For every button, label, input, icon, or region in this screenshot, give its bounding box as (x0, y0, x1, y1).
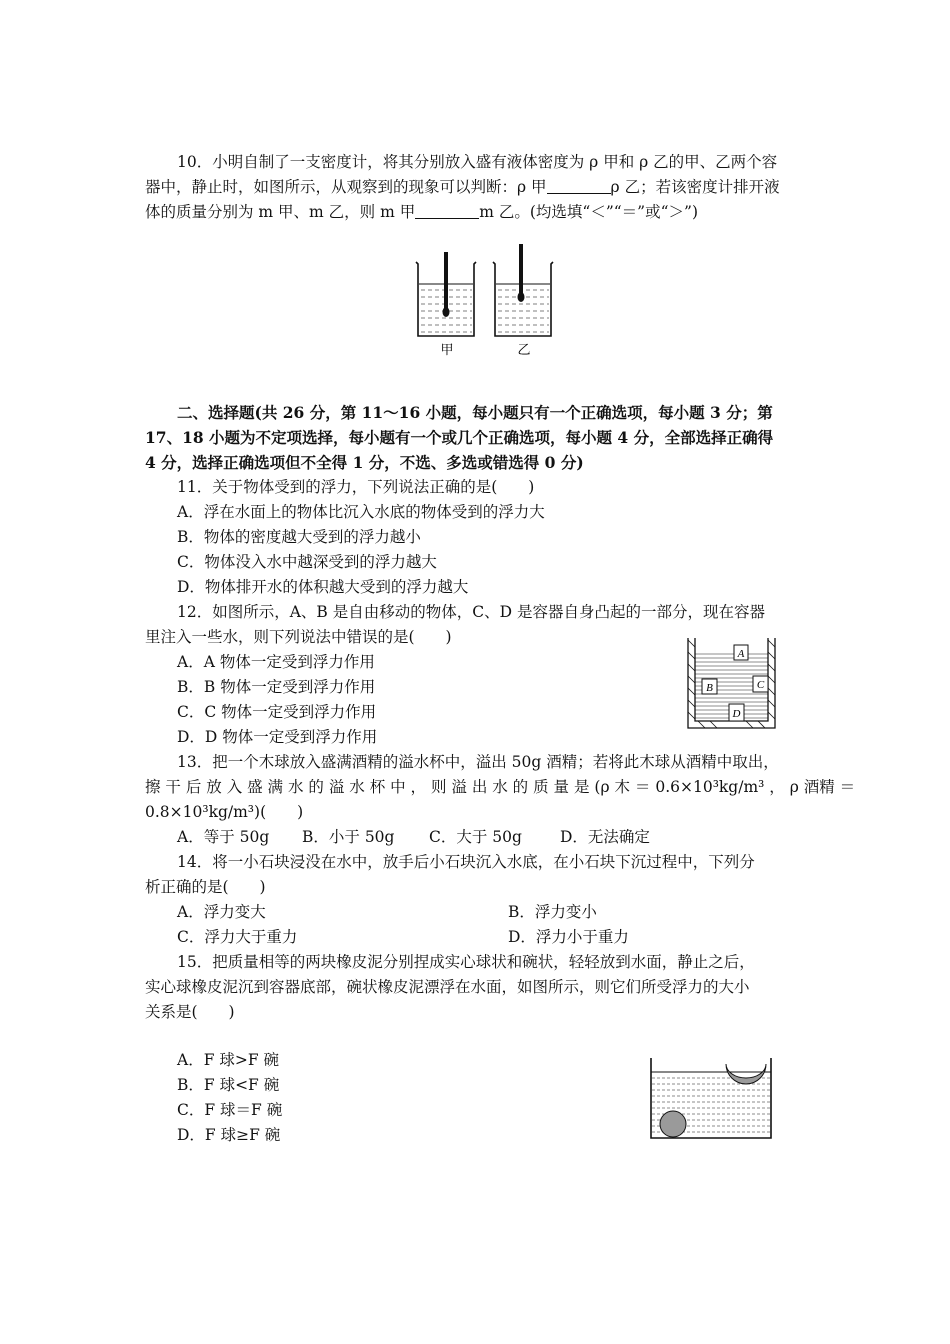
section2-header-line2: 17、18 小题为不定项选择，每小题有一个或几个正确选项，每小题 4 分，全部选择正确得 (145, 428, 774, 447)
q10-blank-mass[interactable] (415, 203, 479, 219)
q10-hydrometer-figure (410, 240, 560, 365)
svg-text:A: A (737, 648, 745, 660)
q15-line1: 15．把质量相等的两块橡皮泥分别捏成实心球状和碗状，轻轻放到水面，静止之后， (177, 953, 755, 971)
q10-line1: 10．小明自制了一支密度计，将其分别放入盛有液体密度为 ρ 甲和 ρ 乙的甲、乙两个容 (177, 153, 778, 171)
q12-option-c[interactable]: C．C 物体一定受到浮力作用 (177, 703, 377, 721)
q12-line1: 12．如图所示，A、B 是自由移动的物体，C、D 是容器自身凸起的一部分，现在容器 (177, 603, 765, 621)
svg-text:D: D (732, 708, 741, 720)
q12-option-b[interactable]: B．B 物体一定受到浮力作用 (177, 678, 376, 696)
q13-option-c[interactable]: C．大于 50g (429, 828, 522, 846)
q15-line2: 实心球橡皮泥沉到容器底部，碗状橡皮泥漂浮在水面，如图所示，则它们所受浮力的大小 (145, 978, 750, 996)
q14-line1: 14．将一小石块浸没在水中，放手后小石块沉入水底，在小石块下沉过程中，下列分 (177, 853, 755, 871)
q13-option-b[interactable]: B．小于 50g (302, 828, 395, 846)
q11-option-a[interactable]: A．浮在水面上的物体比沉入水底的物体受到的浮力大 (177, 503, 545, 521)
section2-header-line3: 4 分，选择正确选项但不全得 1 分，不选、多选或错选得 0 分) (145, 453, 584, 472)
q13-option-a[interactable]: A．等于 50g (177, 828, 270, 846)
q13-option-d[interactable]: D．无法确定 (560, 828, 650, 846)
q15-option-c[interactable]: C．F 球＝F 碗 (177, 1101, 283, 1119)
q13-line1: 13．把一个木球放入盛满酒精的溢水杯中，溢出 50g 酒精；若将此木球从酒精中取出， (177, 753, 779, 771)
hydrometer-yi (519, 244, 523, 296)
q15-option-a[interactable]: A．F 球>F 碗 (177, 1051, 280, 1069)
q14-option-a[interactable]: A．浮力变大 (177, 903, 266, 921)
q10-blank-density[interactable] (547, 178, 611, 194)
ball-plasticine (660, 1111, 686, 1137)
q15-line3: 关系是( ) (145, 1003, 235, 1021)
q11-option-c[interactable]: C．物体没入水中越深受到的浮力越大 (177, 553, 437, 571)
q13-line2: 擦 干 后 放 入 盛 满 水 的 溢 水 杯 中 ， 则 溢 出 水 的 质 量 是 (ρ 木 ＝ 0.6×10³kg/m³ ， ρ 酒精 ＝ (145, 778, 856, 796)
q13-line3: 0.8×10³kg/m³)( ) (145, 803, 304, 821)
beaker-yi (493, 244, 553, 336)
q12-option-a[interactable]: A．A 物体一定受到浮力作用 (177, 653, 375, 671)
svg-text:C: C (756, 679, 765, 691)
label-jia: 甲 (440, 343, 454, 358)
hydrometer-jia (444, 252, 448, 312)
q12-option-d[interactable]: D．D 物体一定受到浮力作用 (177, 728, 378, 746)
q11-option-b[interactable]: B．物体的密度越大受到的浮力越小 (177, 528, 421, 546)
beaker-jia (416, 252, 476, 336)
q12-line2: 里注入一些水，则下列说法中错误的是( ) (145, 628, 452, 646)
q14-option-b[interactable]: B．浮力变小 (508, 903, 597, 921)
q15-container-figure (648, 1056, 774, 1142)
q14-line2: 析正确的是( ) (145, 878, 266, 896)
q14-option-d[interactable]: D．浮力小于重力 (508, 928, 629, 946)
q12-container-figure (686, 636, 778, 730)
q10-line3: 体的质量分别为 m 甲、m 乙，则 m 甲 m 乙。(均选填“＜”“＝”或“＞”) (145, 203, 698, 221)
q15-option-d[interactable]: D．F 球≥F 碗 (177, 1126, 281, 1144)
q14-option-c[interactable]: C．浮力大于重力 (177, 928, 298, 946)
svg-text:B: B (706, 682, 713, 694)
bowl-plasticine (726, 1064, 766, 1084)
q15-option-b[interactable]: B．F 球<F 碗 (177, 1076, 280, 1094)
q10-line2: 器中，静止时，如图所示，从观察到的现象可以判断：ρ 甲 ρ 乙；若该密度计排开液 (145, 178, 780, 196)
label-yi: 乙 (517, 343, 531, 358)
q11-stem: 11．关于物体受到的浮力，下列说法正确的是( ) (177, 478, 535, 496)
section2-header-line1: 二、选择题(共 26 分，第 11～16 小题，每小题只有一个正确选项，每小题 3 分；第 (177, 403, 773, 422)
q11-option-d[interactable]: D．物体排开水的体积越大受到的浮力越大 (177, 578, 469, 596)
